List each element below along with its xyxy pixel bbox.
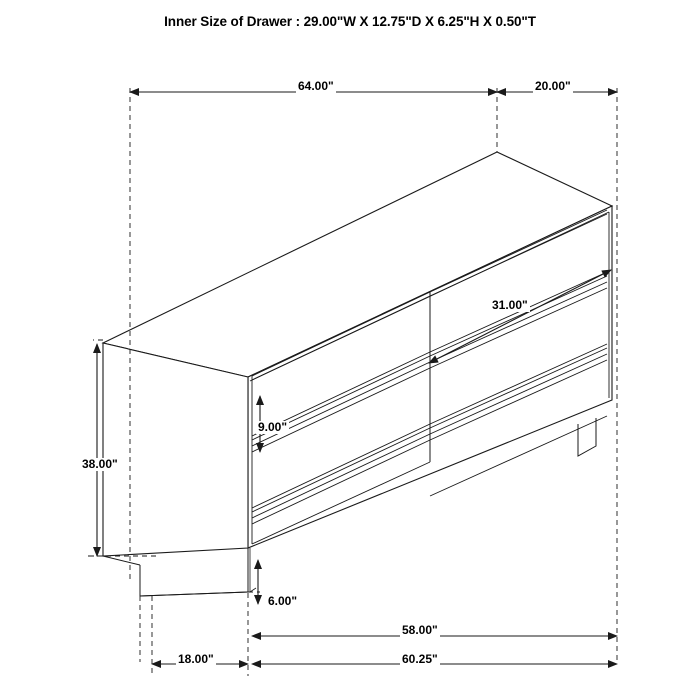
dimension-label-58: 58.00" xyxy=(402,623,438,637)
dimension-label-20: 20.00" xyxy=(535,79,571,93)
page-title: Inner Size of Drawer : 29.00"W X 12.75"D X 6.25"H X 0.50"T xyxy=(164,14,536,29)
dimension-label-9: 9.00" xyxy=(258,420,288,434)
dimension-label-64: 64.00" xyxy=(298,79,334,93)
dimension-label-18: 18.00" xyxy=(178,652,214,666)
dimension-label-38: 38.00" xyxy=(82,457,118,471)
dimension-label-31: 31.00" xyxy=(492,298,528,312)
dimension-label-6: 6.00" xyxy=(268,594,298,608)
dresser-body xyxy=(103,152,612,596)
dimension-label-60: 60.25" xyxy=(402,652,438,666)
